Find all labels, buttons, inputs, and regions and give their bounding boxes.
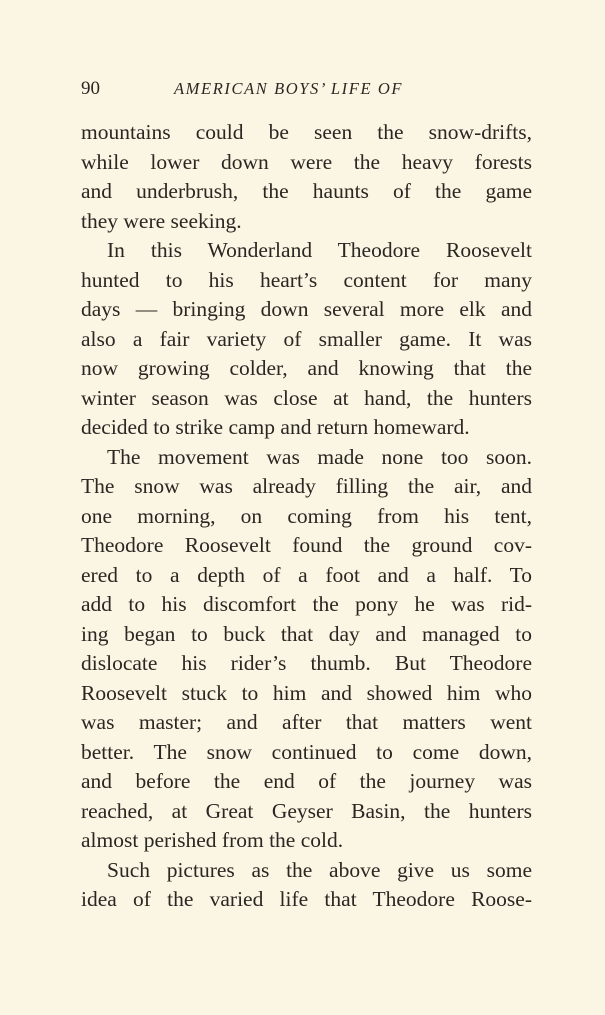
text-line: and before the end of the journey was: [81, 769, 532, 793]
text-line: add to his discomfort the pony he was rid-: [81, 592, 532, 616]
text-line: days — bringing down several more elk and: [81, 297, 532, 321]
text-line: In this Wonderland Theodore Roosevelt: [107, 238, 532, 262]
text-line: mountains could be seen the snow-drifts,: [81, 120, 532, 144]
text-line: dislocate his rider’s thumb. But Theodore: [81, 651, 532, 675]
text-line: ered to a depth of a foot and a half. To: [81, 562, 532, 587]
text-line: idea of the varied life that Theodore Roose-: [81, 887, 532, 911]
text-line: also a fair variety of smaller game. It was: [81, 326, 532, 351]
page-header: [81, 77, 533, 101]
text-line: The movement was made none too soon.: [107, 444, 532, 469]
text-line: was master; and after that matters went: [81, 710, 532, 734]
text-line: one morning, on coming from his tent,: [81, 503, 532, 528]
text-line: reached, at Great Geyser Basin, the hunters: [81, 798, 532, 823]
text-line: winter season was close at hand, the hunters: [81, 385, 532, 410]
text-line: now growing colder, and knowing that the: [81, 356, 532, 380]
text-line: better. The snow continued to come down,: [81, 739, 532, 764]
running-head: AMERICAN BOYS’ LIFE OF: [174, 79, 404, 98]
text-line: Roosevelt stuck to him and showed him who: [81, 680, 532, 705]
text-line: and underbrush, the haunts of the game: [81, 179, 532, 203]
text-line: ing began to buck that day and managed to: [81, 621, 532, 646]
text-line: decided to strike camp and return homeward.: [81, 415, 470, 439]
text-line: they were seeking.: [81, 208, 242, 233]
text-line: while lower down were the heavy forests: [81, 149, 532, 174]
text-line: hunted to his heart’s content for many: [81, 267, 532, 292]
page-number: 90: [81, 78, 100, 99]
text-line: Such pictures as the above give us some: [107, 857, 532, 882]
text-line: The snow was already filling the air, and: [81, 474, 532, 498]
text-line: almost perished from the cold.: [81, 828, 344, 852]
body-text: [81, 118, 532, 915]
text-line: Theodore Roosevelt found the ground cov-: [81, 533, 532, 557]
